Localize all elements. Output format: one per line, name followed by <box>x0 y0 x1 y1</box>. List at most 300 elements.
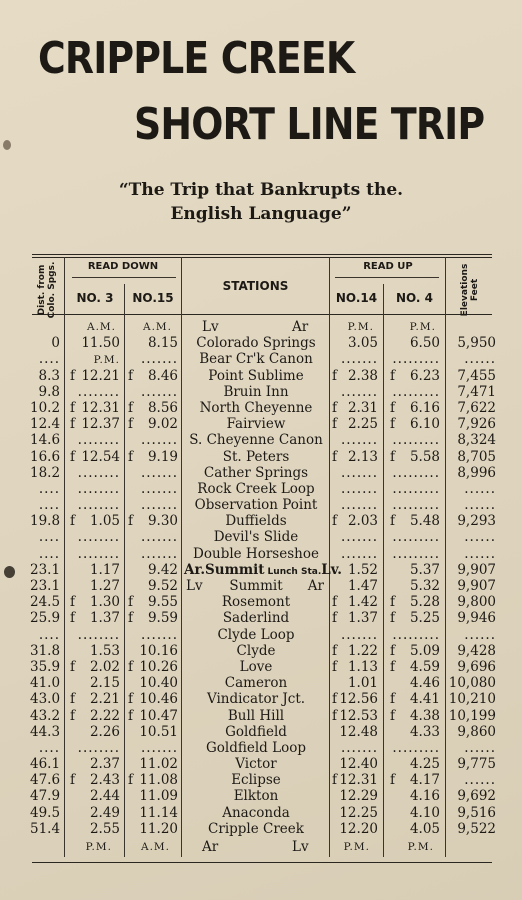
train-no15-time: ....... <box>140 480 178 497</box>
train-no14-time: ....... <box>340 432 378 449</box>
station-name: Ar.Summit Lunch Sta.Lv. <box>184 561 342 578</box>
station-name: Fairview <box>226 416 286 433</box>
train-no15-time: 11.20 <box>139 820 178 837</box>
flag-stop-marker: f <box>390 416 395 433</box>
train-no15-time: ....... <box>140 545 178 562</box>
train-no4-time: f 5.28 <box>390 594 440 611</box>
train-no14-time: f 1.42 <box>332 594 378 611</box>
train-no15-time: 9.52 <box>147 578 178 594</box>
elevation-cell: 9,516 <box>457 804 496 821</box>
flag-stop-marker: f <box>390 707 395 724</box>
flag-stop-marker: f <box>128 658 133 675</box>
distance-cell: 24.5 <box>30 594 61 611</box>
train-no3-time: ........ <box>77 497 120 514</box>
train-no4-time: f 5.58 <box>390 448 440 465</box>
flag-stop-marker: f <box>390 367 395 384</box>
read-down-header: READ DOWN <box>87 261 159 272</box>
flag-stop-marker: f <box>390 691 395 708</box>
train-no15-time: f 10.46 <box>128 691 178 708</box>
train-no14-time: ....... <box>340 383 378 400</box>
train-no4-time: f 4.17 <box>390 772 440 789</box>
train-no14-time: ....... <box>340 464 378 481</box>
train-no4-time: 6.50 <box>409 335 440 352</box>
train-no14-time: 3.05 <box>347 335 378 352</box>
table-row <box>0 691 522 707</box>
train-no14-time: f 1.13 <box>332 658 378 675</box>
flag-stop-marker: f <box>128 707 133 724</box>
train-no3-time: f 12.54 <box>70 448 120 465</box>
train-no4-time: 4.16 <box>409 788 440 805</box>
flag-stop-marker: f <box>128 691 133 708</box>
table-row <box>0 805 522 821</box>
stations-header: STATIONS <box>222 279 289 293</box>
train-no4-time: 4.25 <box>409 756 440 773</box>
train-no15-time: ....... <box>140 626 178 643</box>
train-no15-time: f 10.47 <box>128 707 178 724</box>
station-name: Goldfield Loop <box>206 739 306 756</box>
elevation-cell: 9,692 <box>457 788 496 805</box>
distance-cell: 8.3 <box>38 367 60 384</box>
table-row <box>0 594 522 610</box>
elevation-cell: 9,522 <box>457 820 496 837</box>
distance-cell: .... <box>38 739 60 756</box>
train-no14-time: ....... <box>340 529 378 546</box>
train-no4-time: f 4.38 <box>390 707 440 724</box>
train-no15-time: ....... <box>140 739 178 756</box>
station-name: Observation Point <box>194 497 318 514</box>
train-no4-time: ......... <box>392 432 440 449</box>
flag-stop-marker: f <box>128 367 133 384</box>
train-no3-time: 1.17 <box>89 561 120 578</box>
header-bottom-rule <box>32 314 492 315</box>
table-row <box>0 675 522 691</box>
distance-cell: 12.4 <box>30 416 61 433</box>
flag-stop-marker: f <box>332 399 337 416</box>
elevation-cell: 10,210 <box>448 691 496 708</box>
station-name: Anaconda <box>222 804 290 821</box>
train-no14-time: f 1.37 <box>332 610 378 627</box>
elevation-cell: 9,946 <box>457 610 496 627</box>
train-no14-time: 12.20 <box>339 820 378 837</box>
title-line-1: CRIPPLE CREEK <box>38 33 355 84</box>
train-no3-time: 2.26 <box>89 723 120 740</box>
train-no3-time: ........ <box>77 464 120 481</box>
distance-cell: 23.1 <box>30 561 61 578</box>
flag-stop-marker: f <box>332 707 337 724</box>
train-no4-time: ......... <box>392 497 440 514</box>
station-name: Love <box>239 658 273 675</box>
train-no3-time: 1.27 <box>89 578 120 594</box>
flag-stop-marker: f <box>390 772 395 789</box>
distance-cell: 16.6 <box>30 448 61 465</box>
train-no14-time: f 2.31 <box>332 399 378 416</box>
train-no4-time: ......... <box>392 545 440 562</box>
table-row <box>0 497 522 513</box>
train-no3-time: ........ <box>77 529 120 546</box>
train-no15-time: f 9.59 <box>128 610 178 627</box>
distance-cell: 47.9 <box>30 788 61 805</box>
train-no3-time: f 12.21 <box>70 367 120 384</box>
elevation-cell: ...... <box>464 739 496 756</box>
table-row <box>0 627 522 643</box>
read-down-rule <box>72 277 176 278</box>
subtitle-line-2: English Language” <box>170 204 352 224</box>
train-no4-time: 5.32 <box>409 578 440 594</box>
table-row <box>0 400 522 416</box>
flag-stop-marker: f <box>128 513 133 530</box>
elevation-cell: 9,293 <box>457 513 496 530</box>
label-n4: P.M. <box>409 321 436 333</box>
train-no4-time: ......... <box>392 383 440 400</box>
flag-stop-marker: f <box>70 513 75 530</box>
train-no4-time: ......... <box>392 529 440 546</box>
elevation-cell: 10,199 <box>448 707 496 724</box>
flag-stop-marker: f <box>332 367 337 384</box>
train-no14-time: f 12.56 <box>332 691 378 708</box>
timetable-rows <box>0 319 522 855</box>
label-n15: A.M. <box>142 321 172 333</box>
elevation-cell: 8,324 <box>457 432 496 449</box>
label-n14-bottom: P.M. <box>343 841 370 853</box>
table-row <box>0 724 522 740</box>
table-row <box>0 481 522 497</box>
train-no3-time: 1.53 <box>89 642 120 659</box>
table-row <box>0 610 522 626</box>
train-no3-time: ........ <box>77 545 120 562</box>
train-no15-time: 11.02 <box>139 756 178 773</box>
train-no14-time: 1.47 <box>347 578 378 594</box>
train-no3-time: ........ <box>77 383 120 400</box>
label-n3: A.M. <box>86 321 116 333</box>
train-no3-time: f 1.05 <box>70 513 120 530</box>
label-ar: Ar <box>292 319 309 335</box>
flag-stop-marker: f <box>128 610 133 627</box>
train-no15-time: f 9.19 <box>128 448 178 465</box>
train-no14-time: 12.48 <box>339 723 378 740</box>
flag-stop-marker: f <box>332 448 337 465</box>
station-name: Clyde Loop <box>217 626 295 643</box>
table-row <box>0 351 522 367</box>
elevation-cell: 9,800 <box>457 594 496 611</box>
distance-cell: 18.2 <box>30 464 61 481</box>
flag-stop-marker: f <box>70 448 75 465</box>
distance-cell: 10.2 <box>30 399 61 416</box>
flag-stop-marker: f <box>70 367 75 384</box>
train-no14-time: f 2.13 <box>332 448 378 465</box>
distance-cell: .... <box>38 480 60 497</box>
train-no15-time: f 9.55 <box>128 594 178 611</box>
distance-cell: 41.0 <box>30 675 61 692</box>
flag-stop-marker: f <box>390 448 395 465</box>
train-no4-time: ......... <box>392 351 440 368</box>
station-name: Rosemont <box>221 594 291 611</box>
label-n15-bottom: A.M. <box>140 841 170 853</box>
flag-stop-marker: f <box>332 594 337 611</box>
distance-cell: 47.6 <box>30 772 61 789</box>
distance-cell: 46.1 <box>30 756 61 773</box>
station-name: Clyde <box>236 642 276 659</box>
elevation-cell: 9,907 <box>457 561 496 578</box>
elevation-cell: 7,622 <box>457 399 496 416</box>
elevation-cell: 7,455 <box>457 367 496 384</box>
no3-header: NO. 3 <box>76 291 114 305</box>
train-no14-time: f 12.53 <box>332 707 378 724</box>
distance-cell: 44.3 <box>30 723 61 740</box>
train-no3-time: 2.44 <box>89 788 120 805</box>
train-no14-time: f 1.22 <box>332 642 378 659</box>
train-no4-time: ......... <box>392 480 440 497</box>
train-no3-time: f 1.30 <box>70 594 120 611</box>
flag-stop-marker: f <box>332 513 337 530</box>
flag-stop-marker: f <box>70 691 75 708</box>
train-no14-time: f 2.03 <box>332 513 378 530</box>
table-row <box>0 756 522 772</box>
train-no4-time: f 6.10 <box>390 416 440 433</box>
header-top-rule <box>32 254 492 255</box>
elevation-cell: 9,428 <box>457 642 496 659</box>
distance-cell: 51.4 <box>30 820 61 837</box>
footer-rule <box>32 862 492 863</box>
elevation-cell: 8,996 <box>457 464 496 481</box>
train-no14-time: ....... <box>340 351 378 368</box>
flag-stop-marker: f <box>70 610 75 627</box>
distance-cell: 35.9 <box>30 658 61 675</box>
train-no4-time: f 5.25 <box>390 610 440 627</box>
station-name: Duffields <box>225 513 287 530</box>
distance-cell: 19.8 <box>30 513 61 530</box>
flag-stop-marker: f <box>128 416 133 433</box>
flag-stop-marker: f <box>128 772 133 789</box>
station-name: Bear Cr'k Canon <box>199 351 313 368</box>
table-row <box>0 643 522 659</box>
elevation-cell: 5,950 <box>457 335 496 352</box>
distance-cell: 31.8 <box>30 642 61 659</box>
train-no15-time: 9.42 <box>147 561 178 578</box>
station-name: Cather Springs <box>203 464 309 481</box>
flag-stop-marker: f <box>70 399 75 416</box>
subtitle-line-1: “The Trip that Bankrupts the. <box>118 180 404 200</box>
train-no4-time: 4.05 <box>409 820 440 837</box>
train-no3-time: 11.50 <box>81 335 120 352</box>
distance-cell: 9.8 <box>38 383 60 400</box>
flag-stop-marker: f <box>70 772 75 789</box>
train-no15-time: ....... <box>140 497 178 514</box>
station-name: Lv Summit Ar <box>186 578 324 594</box>
table-row <box>0 578 522 594</box>
no4-header: NO. 4 <box>395 291 434 305</box>
table-row <box>0 529 522 545</box>
train-no3-time: ........ <box>77 432 120 449</box>
train-no3-time: 2.37 <box>89 756 120 773</box>
train-no3-time: f 2.02 <box>70 658 120 675</box>
train-no15-time: ....... <box>140 383 178 400</box>
train-no4-time: 5.37 <box>409 561 440 578</box>
table-row <box>0 465 522 481</box>
table-row <box>0 562 522 578</box>
station-name: Devil's Slide <box>213 529 299 546</box>
table-row <box>0 821 522 837</box>
paper-stain <box>3 140 11 150</box>
flag-stop-marker: f <box>332 610 337 627</box>
elevation-cell: ...... <box>464 351 496 368</box>
label-ar-bottom: Ar <box>202 839 219 855</box>
elevation-cell: 7,471 <box>457 383 496 400</box>
distance-cell: 49.5 <box>30 804 61 821</box>
table-row <box>0 384 522 400</box>
station-name: Colorado Springs <box>196 335 316 352</box>
train-no14-time: 12.40 <box>339 756 378 773</box>
train-no14-time: ....... <box>340 545 378 562</box>
train-no14-time: ....... <box>340 480 378 497</box>
train-no3-time: ........ <box>77 626 120 643</box>
train-no14-time: ....... <box>340 739 378 756</box>
no15-header: NO.15 <box>132 291 174 305</box>
train-no4-time: f 4.59 <box>390 658 440 675</box>
train-no4-time: f 5.48 <box>390 513 440 530</box>
label-n14: P.M. <box>347 321 374 333</box>
train-no4-time: ......... <box>392 739 440 756</box>
train-no15-time: ....... <box>140 432 178 449</box>
table-row <box>0 740 522 756</box>
station-name: Victor <box>235 756 277 773</box>
flag-stop-marker: f <box>332 642 337 659</box>
read-up-header: READ UP <box>363 261 413 272</box>
distance-cell: 0 <box>51 335 60 352</box>
label-n3-bottom: P.M. <box>85 841 112 853</box>
station-name: Point Sublime <box>208 367 304 384</box>
train-no14-time: 1.52 <box>347 561 378 578</box>
train-no15-time: f 11.08 <box>128 772 178 789</box>
flag-stop-marker: f <box>332 691 337 708</box>
elevation-cell: 9,775 <box>457 756 496 773</box>
table-row <box>0 335 522 351</box>
station-name: Saderlind <box>222 610 290 627</box>
station-name: Goldfield <box>225 723 287 740</box>
flag-stop-marker: f <box>70 594 75 611</box>
train-no15-time: ....... <box>140 464 178 481</box>
train-no14-time: f 2.25 <box>332 416 378 433</box>
station-name: St. Peters <box>222 448 290 465</box>
flag-stop-marker: f <box>390 658 395 675</box>
train-no14-time: f 2.38 <box>332 367 378 384</box>
train-no3-time: f 1.37 <box>70 610 120 627</box>
station-name: Vindicator Jct. <box>206 691 306 708</box>
elevation-cell: ...... <box>464 545 496 562</box>
table-row <box>0 513 522 529</box>
train-no15-time: f 8.56 <box>128 399 178 416</box>
elevation-cell: ...... <box>464 480 496 497</box>
distance-cell: .... <box>38 545 60 562</box>
train-no3-time: f 12.37 <box>70 416 120 433</box>
distance-cell: 25.9 <box>30 610 61 627</box>
train-no3-time: 2.15 <box>89 675 120 692</box>
train-no14-time: ....... <box>340 626 378 643</box>
train-no14-time: 12.29 <box>339 788 378 805</box>
train-no4-time: f 6.16 <box>390 399 440 416</box>
train-no15-time: f 8.46 <box>128 367 178 384</box>
flag-stop-marker: f <box>128 448 133 465</box>
header-top-rule-2 <box>32 257 492 258</box>
train-no15-time: 11.14 <box>139 804 178 821</box>
elevation-cell: ...... <box>464 772 496 789</box>
table-row <box>0 708 522 724</box>
flag-stop-marker: f <box>390 399 395 416</box>
elevation-cell: ...... <box>464 497 496 514</box>
distance-cell: 14.6 <box>30 432 61 449</box>
train-no15-time: f 9.30 <box>128 513 178 530</box>
train-no15-time: ....... <box>140 529 178 546</box>
label-lv: Lv <box>202 319 219 335</box>
station-name: Bull Hill <box>227 707 285 724</box>
distance-cell: 43.0 <box>30 691 61 708</box>
dist-header: Dist. from Colo. Spgs. <box>37 261 57 319</box>
elevation-cell: 9,907 <box>457 578 496 594</box>
elevation-cell: 7,926 <box>457 416 496 433</box>
train-no14-time: 12.25 <box>339 804 378 821</box>
no14-header: NO.14 <box>335 291 378 305</box>
train-no3-time: f 2.43 <box>70 772 120 789</box>
table-row <box>0 416 522 432</box>
train-no3-time: f 12.31 <box>70 399 120 416</box>
train-no4-time: 4.10 <box>409 804 440 821</box>
table-row <box>0 449 522 465</box>
train-no4-time: 4.46 <box>409 675 440 692</box>
station-name: Double Horseshoe <box>193 545 319 562</box>
table-row <box>0 788 522 804</box>
train-no15-time: 10.16 <box>139 642 178 659</box>
train-no4-time: 4.33 <box>409 723 440 740</box>
flag-stop-marker: f <box>332 416 337 433</box>
flag-stop-marker: f <box>390 594 395 611</box>
distance-cell: 23.1 <box>30 578 61 594</box>
station-name: Elkton <box>233 788 279 805</box>
flag-stop-marker: f <box>390 610 395 627</box>
train-no3-time: 2.49 <box>89 804 120 821</box>
distance-cell: .... <box>38 351 60 368</box>
station-name: Cameron <box>224 675 288 692</box>
flag-stop-marker: f <box>128 399 133 416</box>
table-row <box>0 772 522 788</box>
station-name: Eclipse <box>231 772 281 789</box>
table-row <box>0 432 522 448</box>
train-no4-time: f 4.41 <box>390 691 440 708</box>
subtitle <box>0 178 522 226</box>
train-no14-time: 1.01 <box>347 675 378 692</box>
table-row <box>0 546 522 562</box>
label-lv-bottom: Lv <box>292 839 309 855</box>
flag-stop-marker: f <box>128 594 133 611</box>
elevations-header: Elevations Feet <box>460 263 480 317</box>
station-name: Cripple Creek <box>208 820 304 837</box>
train-no15-time: f 9.02 <box>128 416 178 433</box>
flag-stop-marker: f <box>390 513 395 530</box>
time-label-row-bottom <box>0 839 522 855</box>
elevation-cell: 9,696 <box>457 658 496 675</box>
table-row <box>0 368 522 384</box>
station-name: Rock Creek Loop <box>197 480 315 497</box>
flag-stop-marker: f <box>70 416 75 433</box>
train-no3-time: P.M. <box>93 354 120 367</box>
distance-cell: .... <box>38 626 60 643</box>
flag-stop-marker: f <box>332 658 337 675</box>
train-no14-time: f 12.31 <box>332 772 378 789</box>
distance-cell: .... <box>38 529 60 546</box>
train-no3-time: 2.55 <box>89 820 120 837</box>
train-no4-time: f 5.09 <box>390 642 440 659</box>
train-no4-time: f 6.23 <box>390 367 440 384</box>
read-up-rule <box>335 277 439 278</box>
elevation-cell: 9,860 <box>457 723 496 740</box>
